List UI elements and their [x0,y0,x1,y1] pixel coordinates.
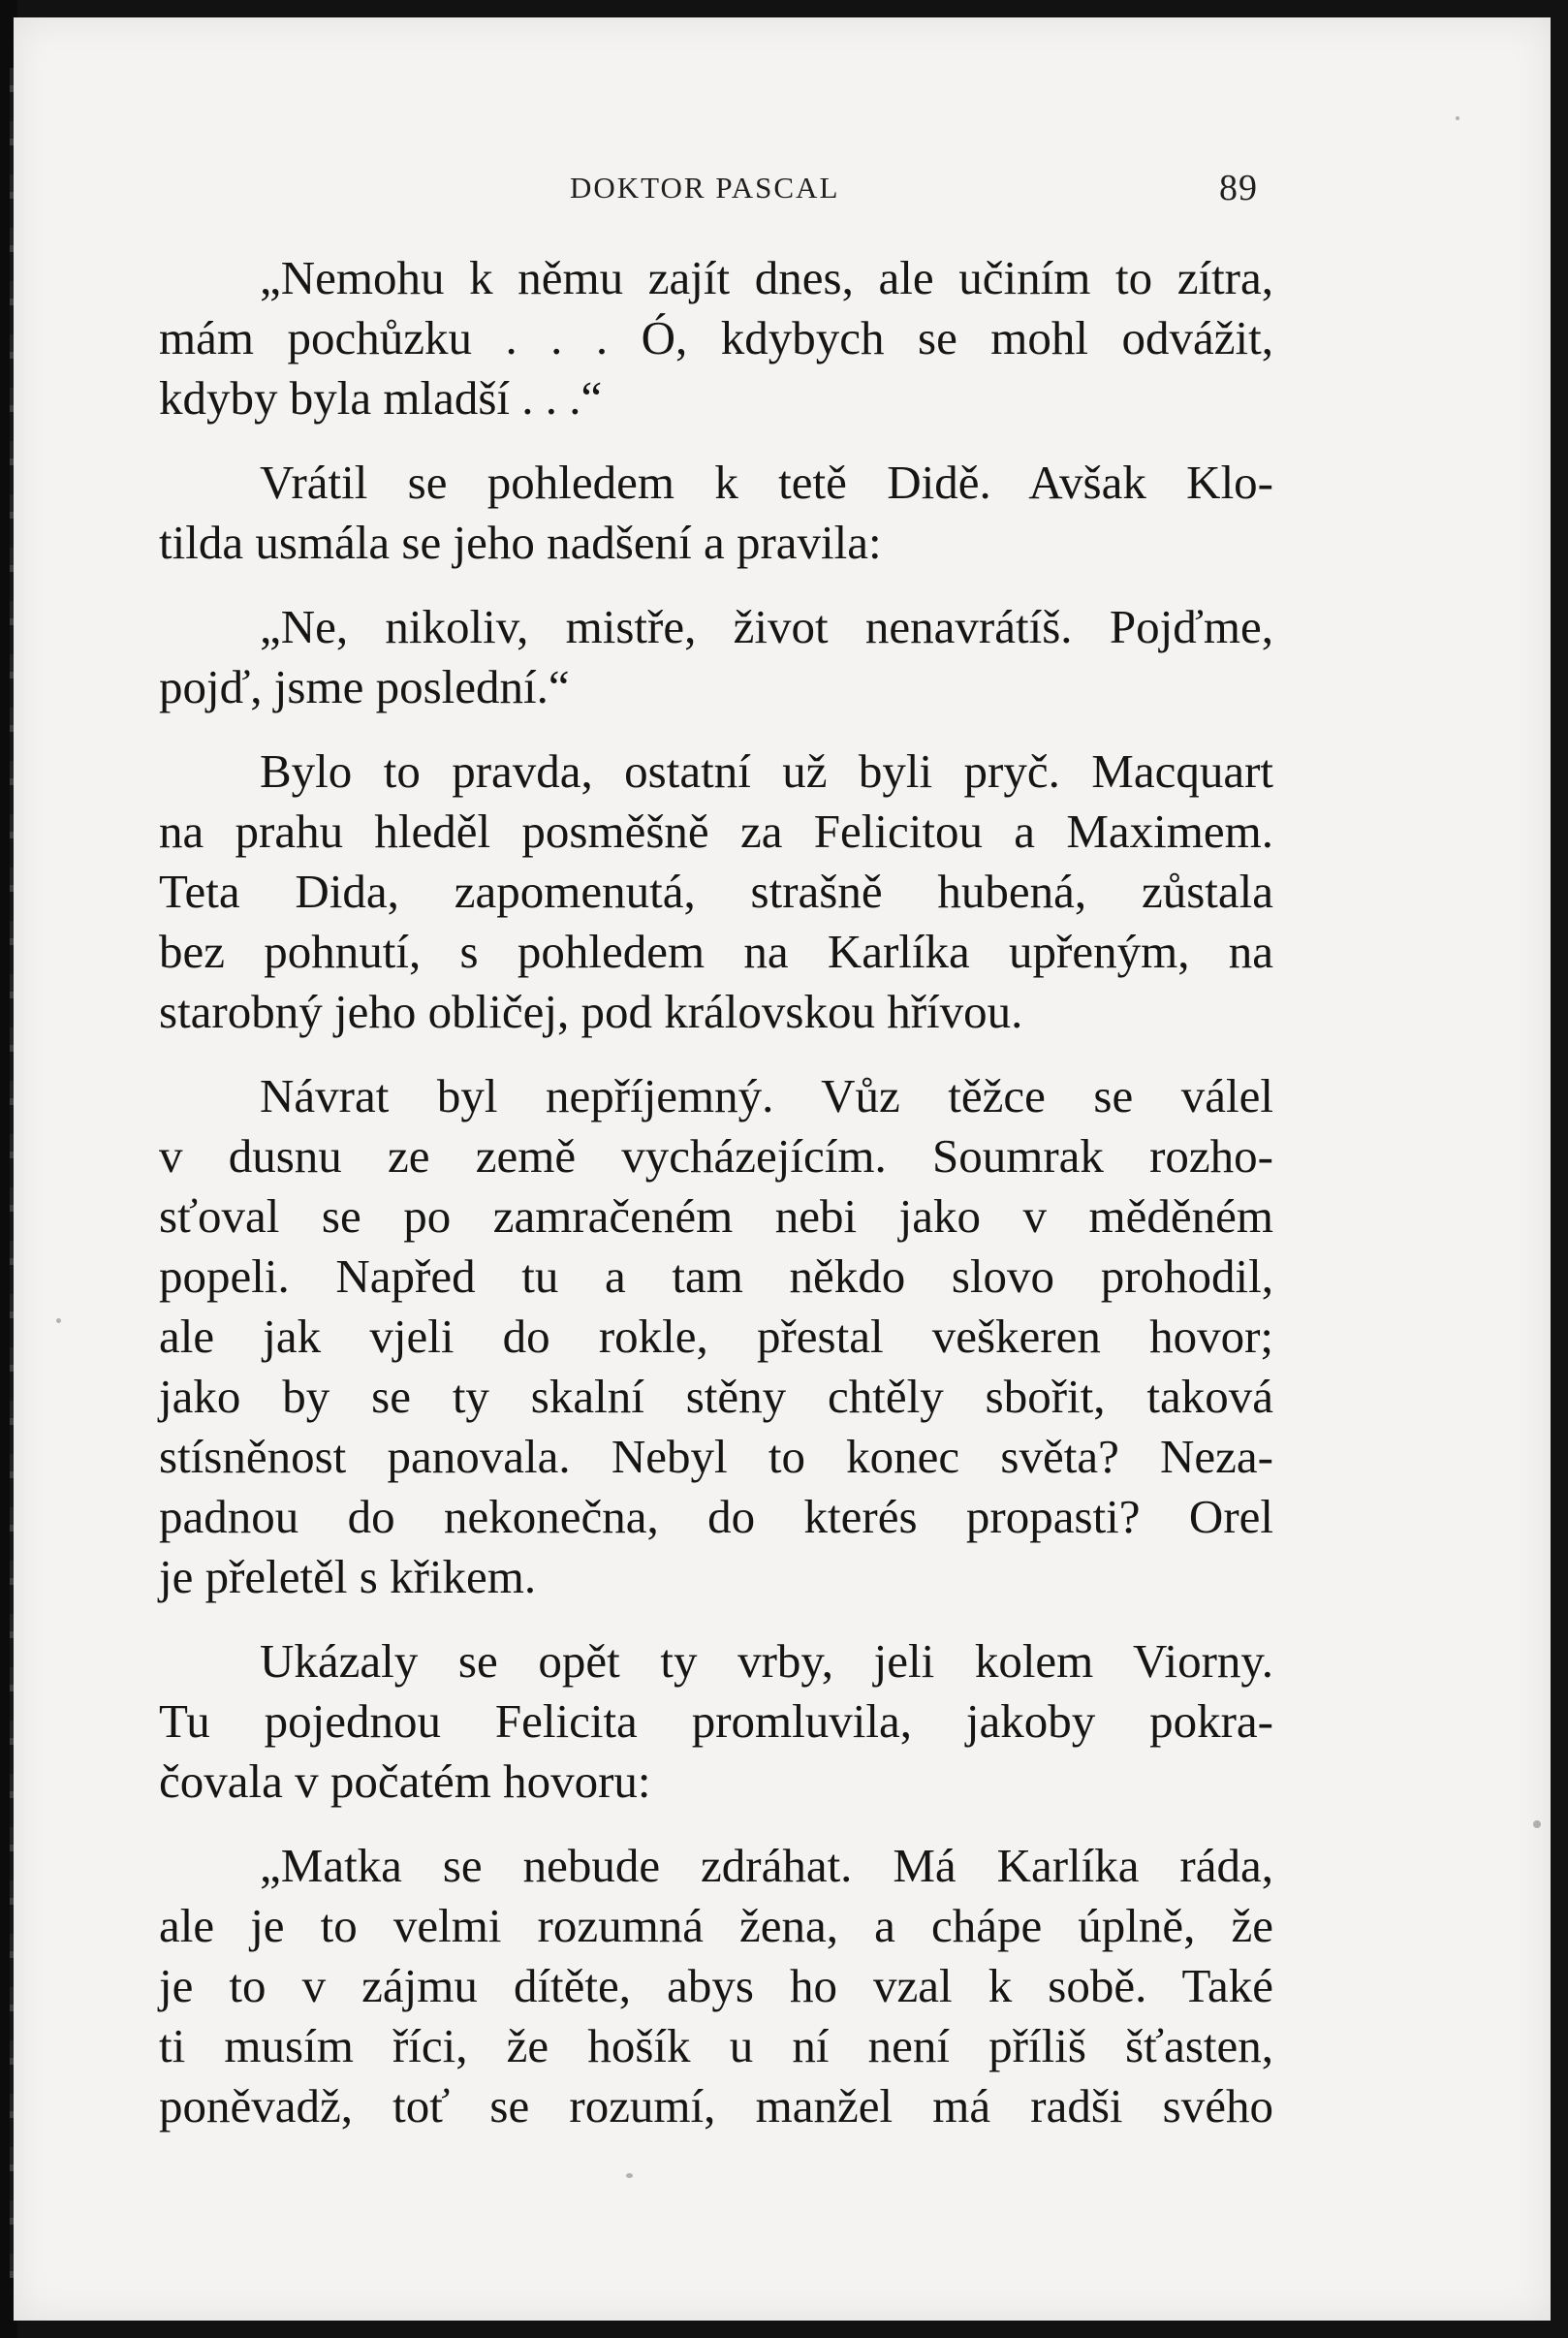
ink-speck [56,1318,61,1323]
text-line: Ukázaly se opět ty vrby, jeli kolem Viorny. [260,1634,1273,1688]
text-line: je to v zájmu dítěte, abys ho vzal k sobě. Také [159,1959,1273,2012]
text-line: jako by se ty skalní stěny chtěly sbořit, taková [159,1370,1273,1423]
text-line: stísněnost panovala. Nebyl to konec světa? Neza- [159,1430,1273,1483]
text-line: pojď, jsme poslední.“ [159,660,570,713]
ink-speck [1456,116,1459,120]
text-line: je přeletěl s křikem. [159,1550,537,1603]
running-header [570,168,1268,213]
body-text [159,250,1273,2133]
text-line: Teta Dida, zapomenutá, strašně hubená, zůstala [159,865,1273,918]
text-line: v dusnu ze země vycházejícím. Soumrak rozho- [159,1129,1273,1183]
text-line: na prahu hleděl posměšně za Felicitou a Maximem. [159,805,1273,858]
text-line: ale je to velmi rozumná žena, a chápe úplně, že [159,1899,1273,1952]
book-title: DOKTOR PASCAL [570,171,840,205]
text-line: Návrat byl nepříjemný. Vůz těžce se válel [260,1069,1273,1122]
text-line: čovala v počatém hovoru: [159,1754,651,1808]
text-line: starobný jeho obličej, pod královskou hřívou. [159,985,1023,1038]
text-line: ale jak vjeli do rokle, přestal veškeren hovor; [159,1310,1273,1363]
text-line: mám pochůzku . . . Ó, kdybych se mohl odvážit, [159,311,1273,364]
text-line: ti musím říci, že hošík u ní není příliš šťasten, [159,2019,1273,2072]
text-line: kdyby byla mladší . . .“ [159,371,603,425]
ink-speck [1533,1820,1541,1828]
text-line: „Ne, nikoliv, mistře, život nenavrátíš. Pojďme, [260,600,1273,653]
page-number: 89 [1219,168,1258,208]
text-line: Vrátil se pohledem k tetě Didě. Avšak Klo- [260,456,1273,509]
text-line: „Matka se nebude zdráhat. Má Karlíka ráda, [260,1839,1273,1892]
text-line: Bylo to pravda, ostatní už byli pryč. Macquart [260,744,1273,798]
text-line: poněvadž, toť se rozumí, manžel má radši svého [159,2079,1273,2133]
text-line: tilda usmála se jeho nadšení a pravila: [159,516,882,569]
text-line: sťoval se po zamračeném nebi jako v měděném [159,1189,1273,1243]
text-line: bez pohnutí, s pohledem na Karlíka upřeným, na [159,925,1273,978]
text-line: popeli. Napřed tu a tam někdo slovo prohodil, [159,1249,1273,1303]
ink-speck [626,2173,633,2178]
text-line: padnou do nekonečna, do kterés propasti? Orel [159,1490,1273,1543]
text-line: „Nemohu k němu zajít dnes, ale učiním to zítra, [260,251,1273,304]
text-line: Tu pojednou Felicita promluvila, jakoby pokra- [159,1694,1273,1748]
